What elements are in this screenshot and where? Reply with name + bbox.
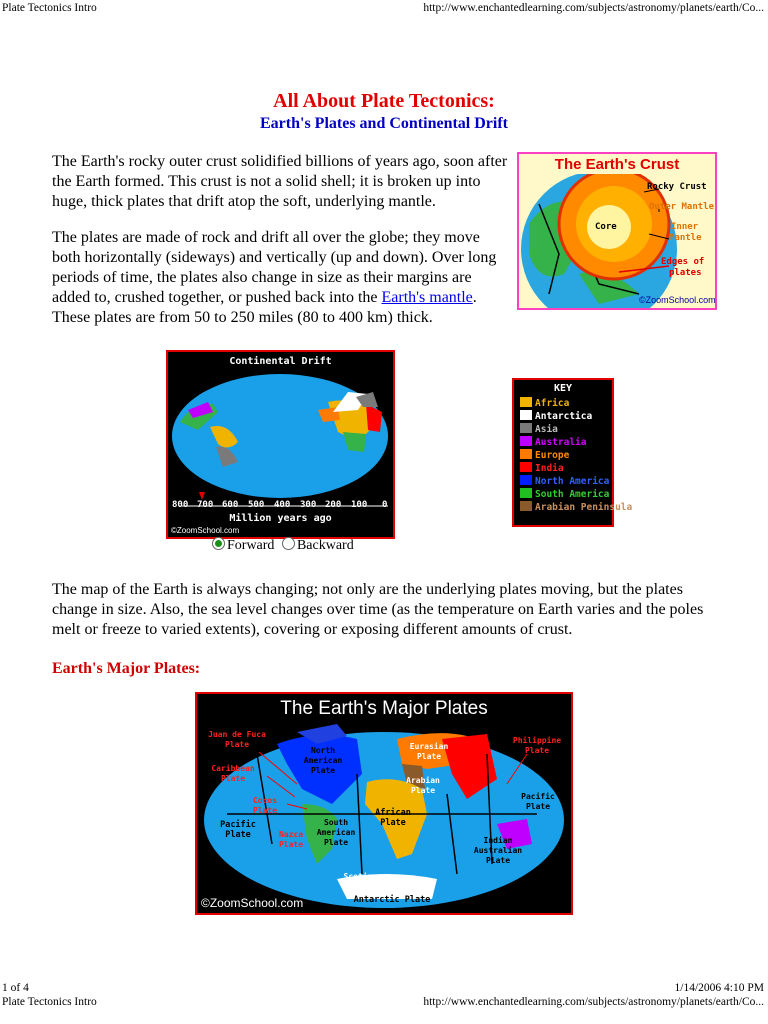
key-label: North America bbox=[535, 476, 610, 487]
footer-url: http://www.enchantedlearning.com/subjects/astronomy/planets/earth/Co... bbox=[423, 996, 764, 1008]
key-swatch bbox=[520, 436, 532, 446]
key-swatch bbox=[520, 410, 532, 420]
label-north-american: North American Plate bbox=[303, 746, 343, 775]
label-pacific-left: Pacific Plate bbox=[220, 820, 256, 840]
key-item bbox=[520, 436, 586, 448]
header-page-title: Plate Tectonics Intro bbox=[2, 2, 97, 14]
continental-drift-figure bbox=[166, 350, 395, 539]
key-swatch bbox=[520, 501, 532, 511]
footer-timestamp: 1/14/2006 4:10 PM bbox=[674, 982, 764, 994]
drift-figure-title: Continental Drift bbox=[229, 356, 332, 367]
label-indian-australian: Indian Australian Plate bbox=[473, 836, 523, 865]
page-title: All About Plate Tectonics: bbox=[273, 90, 495, 112]
intro-paragraph-1: The Earth's rocky outer crust solidified billions of years ago, soon after the Earth formed. This crust is not a solid shell; it is broken up into huge, thick plates that drift atop the soft, underlying mantle. bbox=[52, 153, 508, 210]
label-eurasian: Eurasian Plate bbox=[409, 742, 449, 761]
label-cocos: Cocos Plate bbox=[252, 796, 278, 815]
tick-0: 0 bbox=[382, 500, 388, 510]
backward-label: Backward bbox=[296, 538, 354, 553]
label-scotia: Scotia Plate bbox=[343, 872, 373, 891]
key-item bbox=[520, 423, 558, 435]
tick-600: 600 bbox=[222, 500, 239, 510]
label-inner: Inner bbox=[671, 222, 699, 232]
plates-figure-title: The Earth's Major Plates bbox=[280, 698, 488, 719]
time-slider-marker bbox=[199, 492, 205, 500]
label-african: African Plate bbox=[375, 808, 411, 828]
label-core: Core bbox=[595, 222, 617, 232]
key-label: India bbox=[535, 463, 564, 474]
key-item bbox=[520, 410, 592, 422]
drift-credit: ©ZoomSchool.com bbox=[171, 526, 240, 535]
tick-500: 500 bbox=[248, 500, 265, 510]
intro-p2-text: The plates are made of rock and drift all over the globe; they move both horizontally (sideways) and vertically (up and down). Over long periods of time, the plates also change in size as their margins are added to, crushed together, or pushed back into the bbox=[52, 229, 497, 306]
animation-direction-controls bbox=[212, 537, 354, 554]
key-swatch bbox=[520, 462, 532, 472]
key-swatch bbox=[520, 423, 532, 433]
label-pacific-right: Pacific Plate bbox=[521, 792, 555, 811]
earths-mantle-link[interactable]: Earth's mantle bbox=[381, 289, 473, 306]
earth-crust-figure bbox=[517, 152, 717, 310]
backward-radio-indicator[interactable] bbox=[282, 537, 295, 550]
key-label: Africa bbox=[535, 398, 570, 409]
key-label: Asia bbox=[535, 424, 558, 435]
tick-300: 300 bbox=[300, 500, 317, 510]
key-label: Europe bbox=[535, 450, 570, 461]
label-outer-mantle: Outer Mantle bbox=[649, 202, 715, 212]
backward-radio[interactable] bbox=[282, 538, 354, 553]
intro-paragraph-2 bbox=[52, 228, 512, 328]
print-footer-line1 bbox=[0, 981, 768, 995]
key-item bbox=[520, 488, 609, 500]
label-south-american: South American Plate bbox=[316, 818, 356, 847]
footer-page-title: Plate Tectonics Intro bbox=[2, 996, 97, 1008]
footer-page-number: 1 of 4 bbox=[2, 982, 29, 994]
crust-figure-title: The Earth's Crust bbox=[554, 156, 680, 173]
continent-key bbox=[512, 378, 633, 527]
tick-400: 400 bbox=[274, 500, 291, 510]
label-plates: plates bbox=[669, 268, 702, 278]
key-label: Antarctica bbox=[535, 411, 593, 422]
tick-800: 800 bbox=[172, 500, 189, 510]
label-philippine: Philippine Plate bbox=[512, 736, 562, 755]
label-caribbean: Caribbean Plate bbox=[211, 764, 255, 783]
label-rocky-crust: Rocky Crust bbox=[647, 182, 707, 192]
map-changing-paragraph: The map of the Earth is always changing; not only are the underlying plates moving, but the plates change in size. Also, the sea level changes over time (as the temperature on Earth varies and the poles melt or freeze to varied extents), covering or exposing different amounts of crust. bbox=[52, 581, 704, 638]
tick-700: 700 bbox=[197, 500, 214, 510]
key-item bbox=[520, 475, 609, 487]
key-swatch bbox=[520, 397, 532, 407]
label-arabian: Arabian Plate bbox=[406, 776, 440, 795]
forward-radio[interactable] bbox=[212, 538, 274, 553]
forward-label: Forward bbox=[227, 538, 275, 553]
label-mantle: Mantle bbox=[669, 233, 702, 243]
key-title: KEY bbox=[553, 383, 573, 394]
key-swatch bbox=[520, 475, 532, 485]
header-url: http://www.enchantedlearning.com/subjects/astronomy/planets/earth/Co... bbox=[423, 2, 764, 14]
print-footer-line2 bbox=[0, 995, 768, 1009]
plates-credit: ©ZoomSchool.com bbox=[201, 896, 304, 910]
print-header bbox=[0, 1, 768, 15]
key-label: South America bbox=[535, 489, 610, 500]
key-item bbox=[520, 501, 632, 513]
major-plates-figure bbox=[195, 692, 573, 915]
key-label: Arabian Peninsula bbox=[535, 502, 633, 513]
key-item bbox=[520, 462, 564, 474]
major-plates-heading: Earth's Major Plates: bbox=[52, 660, 201, 677]
tick-100: 100 bbox=[351, 500, 368, 510]
key-item bbox=[520, 449, 569, 461]
label-nazca: Nazca Plate bbox=[278, 830, 304, 849]
label-juan-de-fuca: Juan de Fuca Plate bbox=[208, 730, 266, 749]
key-item bbox=[520, 397, 569, 409]
label-antarctic: Antarctic Plate bbox=[353, 895, 431, 905]
intro-p2-end: . These plates are from 50 to 250 miles (80 to 400 km) thick. bbox=[52, 289, 477, 326]
key-swatch bbox=[520, 449, 532, 459]
key-label: Australia bbox=[535, 437, 587, 448]
drift-axis-label: Million years ago bbox=[229, 513, 332, 524]
label-edges-of: Edges of bbox=[661, 257, 705, 267]
tick-labels bbox=[168, 500, 393, 514]
key-swatch bbox=[520, 488, 532, 498]
forward-radio-indicator[interactable] bbox=[212, 537, 225, 550]
page-subtitle: Earth's Plates and Continental Drift bbox=[260, 115, 508, 132]
tick-200: 200 bbox=[325, 500, 342, 510]
crust-credit: ©ZoomSchool.com bbox=[639, 295, 716, 305]
